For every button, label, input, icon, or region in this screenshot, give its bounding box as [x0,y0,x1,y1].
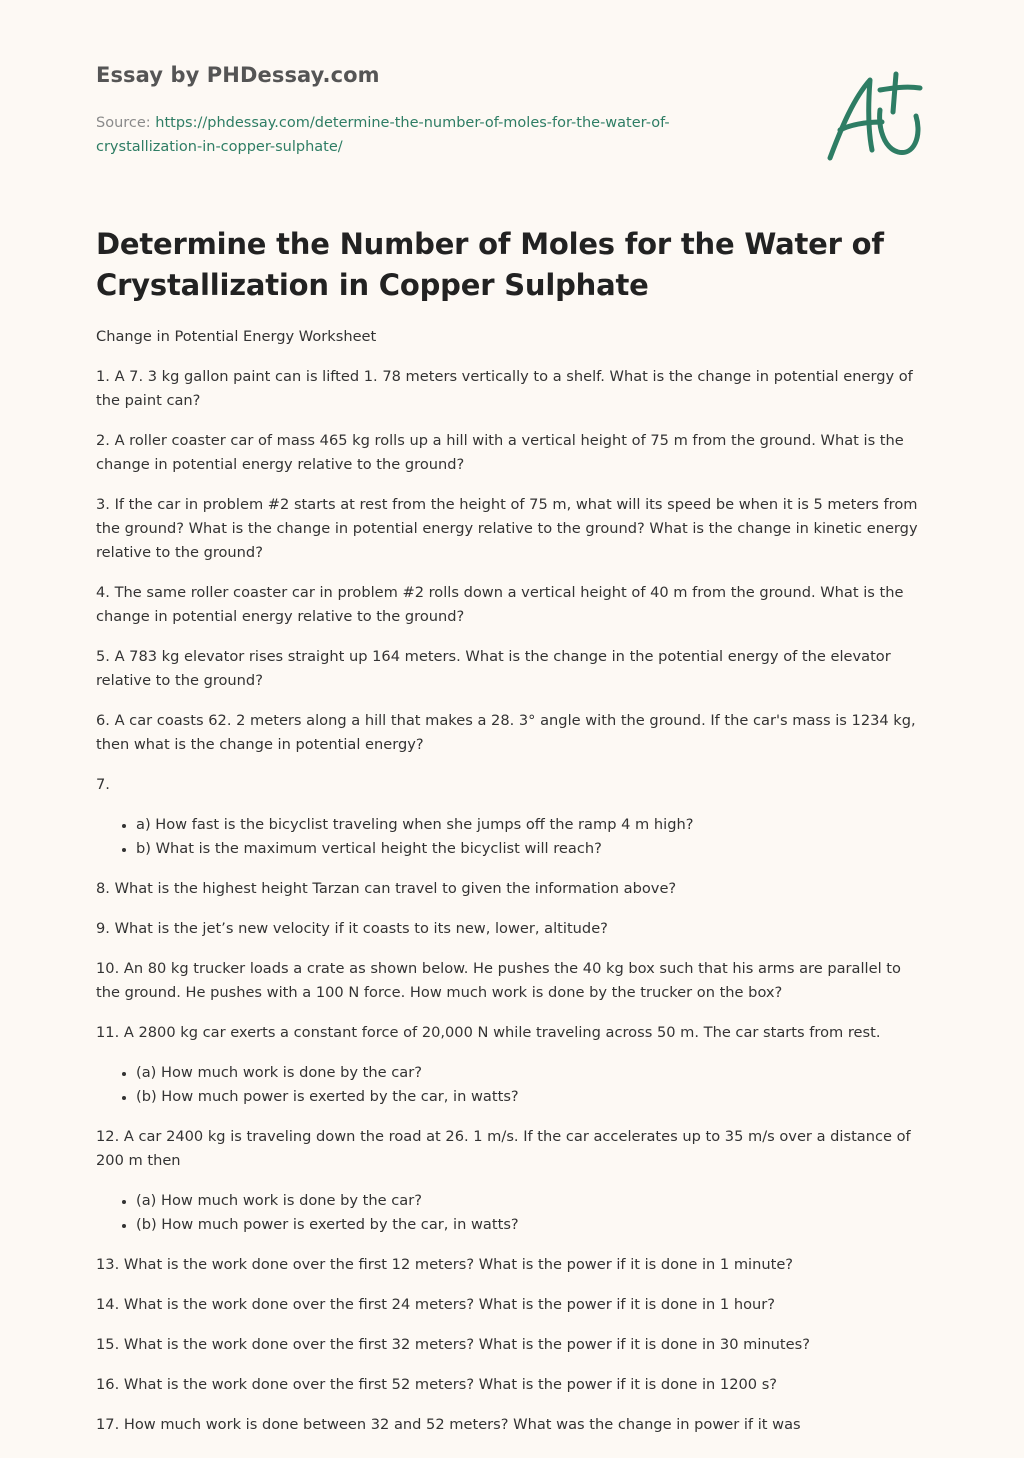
question-14: 14. What is the work done over the first 24 meters? What is the power if it is done in 1 hour? [96,1296,776,1313]
source-link[interactable]: https://phdessay.com/determine-the-number-of-moles-for-the-water-of-crystallization-in-copper-sulphate/ [96,115,670,155]
question-9: 9. What is the jet’s new velocity if it coasts to its new, lower, altitude? [96,920,608,937]
document-title: Determine the Number of Moles for the Water of Crystallization in Copper Sulphate [96,227,884,302]
question-15: 15. What is the work done over the first 32 meters? What is the power if it is done in 30 minutes? [96,1336,810,1353]
list-item: • (b) How much power is exerted by the car, in watts? [136,1213,926,1237]
question-13: 13. What is the work done over the first 12 meters? What is the power if it is done in 1 minute? [96,1256,794,1273]
question-12: 12. A car 2400 kg is traveling down the road at 26. 1 m/s. If the car accelerates up to 35 m/s over a distance of 200 m then [96,1128,911,1169]
question-11-list [96,1061,926,1109]
list-item: • a) How fast is the bicyclist traveling when she jumps off the ramp 4 m high? [136,813,926,837]
source-label: Source: [96,115,156,131]
question-10: 10. An 80 kg trucker loads a crate as shown below. He pushes the 40 kg box such that his arms are parallel to the ground. He pushes with a 100 N force. How much work is done by the trucker on the box? [96,960,901,1001]
question-8: 8. What is the highest height Tarzan can travel to given the information above? [96,880,677,897]
document-subtitle: Change in Potential Energy Worksheet [96,328,377,345]
question-4: 4. The same roller coaster car in problem #2 rolls down a vertical height of 40 m from the ground. What is the change in potential energy relative to the ground? [96,584,904,625]
question-17: 17. How much work is done between 32 and 52 meters? What was the change in power if it was [96,1416,801,1433]
question-12-list [96,1189,926,1237]
site-title: Essay by PHDessay.com [96,63,380,87]
list-item: • (b) How much power is exerted by the car, in watts? [136,1085,926,1109]
question-11: 11. A 2800 kg car exerts a constant force of 20,000 N while traveling across 50 m. The car starts from rest. [96,1024,881,1041]
question-16: 16. What is the work done over the first 52 meters? What is the power if it is done in 1200 s? [96,1376,778,1393]
question-7: 7. [96,776,110,793]
question-6: 6. A car coasts 62. 2 meters along a hill that makes a 28. 3° angle with the ground. If the car's mass is 1234 kg, then what is the change in potential energy? [96,712,916,753]
question-2: 2. A roller coaster car of mass 465 kg rolls up a hill with a vertical height of 75 m from the ground. What is the change in potential energy relative to the ground? [96,432,904,473]
list-item: • b) What is the maximum vertical height the bicyclist will reach? [136,837,926,861]
source-line [96,111,736,159]
document-body [96,325,926,1453]
list-item: • (a) How much work is done by the car? [136,1061,926,1085]
list-item: • (a) How much work is done by the car? [136,1189,926,1213]
question-7-list [96,813,926,861]
question-5: 5. A 783 kg elevator rises straight up 164 meters. What is the change in the potential energy of the elevator relative to the ground? [96,648,891,689]
a-plus-grade-icon [822,66,928,166]
question-3: 3. If the car in problem #2 starts at rest from the height of 75 m, what will its speed be when it is 5 meters from the ground? What is the change in potential energy relative to the ground? What is the change in kinetic energy relative to the ground? [96,496,918,561]
question-1: 1. A 7. 3 kg gallon paint can is lifted 1. 78 meters vertically to a shelf. What is the change in potential energy of the paint can? [96,368,913,409]
